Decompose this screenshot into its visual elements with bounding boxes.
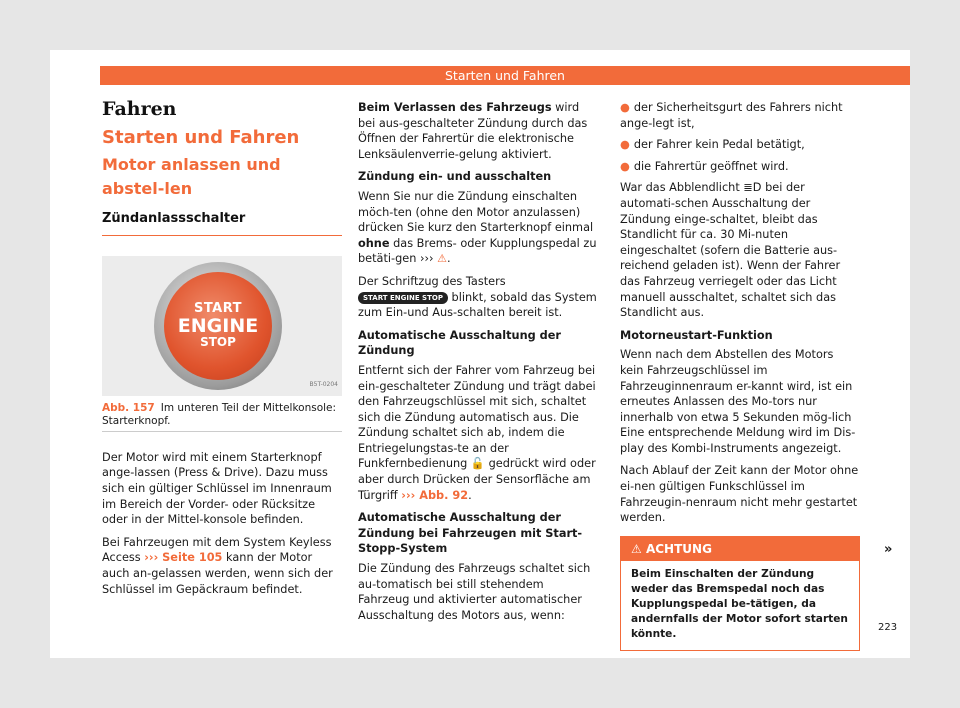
page-reference-link[interactable]: ››› Seite 105	[144, 551, 223, 565]
subheading: Zündung ein- und ausschalten	[358, 170, 552, 184]
start-button-figure	[102, 256, 342, 396]
continue-chevron-icon: »	[884, 542, 893, 557]
warning-text: Beim Einschalten der Zündung weder das Bremspedal noch das Kupplungspedal be-tätigen, da andernfalls der Motor sofort starten könnte.	[631, 567, 848, 640]
warning-header: ⚠ ACHTUNG	[621, 537, 859, 561]
paragraph: Der Schriftzug des Tasters START ENGINE STOP blinkt, sobald das System zum Ein-und Aus-schalten bereit ist.	[358, 274, 597, 320]
paragraph: War das Abblendlicht ≣D bei der automati-schen Ausschaltung der Zündung einge-schaltet, bleibt das Standlicht für ca. 30 Mi-nuten eingeschaltet (sofern die Batterie aus-reichend geladen ist). Wenn der Fahrer das Fahrzeug verriegelt oder das Licht manuell ausschaltet, schaltet sich das Standlicht aus.	[620, 181, 841, 320]
subsection-title: Motor anlassen und abstel-len	[102, 155, 281, 199]
paragraph: Wenn nach dem Abstellen des Motors kein Fahrzeugschlüssel im Fahrzeuginnenraum er-kannt wird, ist ein erneutes Anlassen des Mo-tors nur innerhalb von etwa 5 Sekunden mög-lich Eine entsprechende Meldung wird im Dis-play des Kombi-Instruments angezeigt.	[620, 348, 856, 455]
bullet-icon: ●	[620, 159, 630, 173]
bullet-item: ● der Fahrer kein Pedal betätigt,	[620, 138, 805, 152]
figure-number: Abb. 157	[102, 401, 155, 414]
paragraph: Der Motor wird mit einem Starterknopf ange-lassen (Press & Drive). Dazu muss sich ein gültiger Schlüssel im Innenraum im Bereich der Vorder- oder Rücksitze oder in der Mittel-konsole befinden.	[102, 450, 332, 527]
start-engine-button-image	[154, 262, 282, 390]
manual-page	[50, 50, 910, 658]
paragraph: Die Zündung des Fahrzeugs schaltet sich au-tomatisch bei still stehendem Fahrzeug und aktivierter automatischer Ausschaltung des Motors aus, wenn:	[358, 562, 591, 622]
topic-title: Zündanlassschalter	[102, 211, 342, 236]
button-label-start: START	[193, 301, 243, 317]
paragraph: Entfernt sich der Fahrer vom Fahrzeug bei ein-geschalteter Zündung und trägt dabei den Fahrzeugschlüssel mit sich, schaltet sich die Zündung automatisch aus. Die Zündung schaltet sich ab, indem die Entriegelungstas-te an der Funkfernbedienung 🔓 gedrückt wird oder aber durch Drücken der Sensorfläche am Türgriff ››› Abb. 92.	[358, 363, 596, 502]
bullet-icon: ●	[620, 101, 630, 114]
bullet-icon: ●	[620, 138, 630, 152]
chapter-title: Fahren	[102, 98, 177, 120]
warning-triangle-icon: ⚠	[631, 541, 642, 556]
bullet-item: ● die Fahrertür geöffnet wird.	[620, 159, 789, 173]
start-engine-stop-key-icon: START ENGINE STOP	[358, 292, 448, 304]
subheading: Motorneustart-Funktion	[620, 328, 773, 342]
warning-box	[620, 536, 860, 651]
figure-caption	[102, 402, 342, 432]
button-label-engine: ENGINE	[177, 315, 259, 338]
warning-icon[interactable]: ⚠	[437, 252, 448, 266]
column-3	[620, 100, 860, 651]
paragraph: Nach Ablauf der Zeit kann der Motor ohne ei-nen gültigen Funkschlüssel im Fahrzeugin-nenraum nicht mehr gestartet werden.	[620, 464, 859, 525]
column-2	[358, 100, 598, 630]
unlock-icon: 🔓	[470, 457, 485, 471]
section-header: Starten und Fahren	[100, 66, 910, 85]
column-1	[102, 100, 342, 604]
low-beam-icon: ≣D	[743, 181, 762, 195]
paragraph: Beim Verlassen des Fahrzeugs wird bei aus-geschalteter Zündung durch das Öffnen der Fahrertür die elektronische Lenksäulenverrie-gelung aktiviert.	[358, 101, 588, 161]
button-label-stop: STOP	[200, 335, 236, 350]
subheading: Automatische Ausschaltung der Zündung bei Fahrzeugen mit Start-Stopp-System	[358, 511, 583, 556]
figure-code: B5T-0204	[309, 381, 338, 389]
page-number: 223	[878, 622, 898, 633]
section-title: Starten und Fahren	[102, 126, 300, 148]
figure-reference-link[interactable]: ››› Abb. 92	[401, 488, 469, 502]
paragraph: Bei Fahrzeugen mit dem System Keyless Access ››› Seite 105 kann der Motor auch an-gelassen werden, wenn sich der Schlüssel im Gepäckraum befindet.	[102, 535, 333, 596]
subheading: Automatische Ausschaltung der Zündung	[358, 328, 561, 358]
caption-text: Im unteren Teil der Mittelkonsole: Starterknopf.	[102, 401, 337, 428]
bullet-item: ● der Sicherheitsgurt des Fahrers nicht ange-legt ist,	[620, 101, 843, 130]
paragraph: Wenn Sie nur die Zündung einschalten möch-ten (ohne den Motor anzulassen) drücken Sie kurz den Starterknopf einmal ohne das Brems- oder Kupplungspedal zu betäti-gen ››› ⚠.	[358, 189, 597, 266]
